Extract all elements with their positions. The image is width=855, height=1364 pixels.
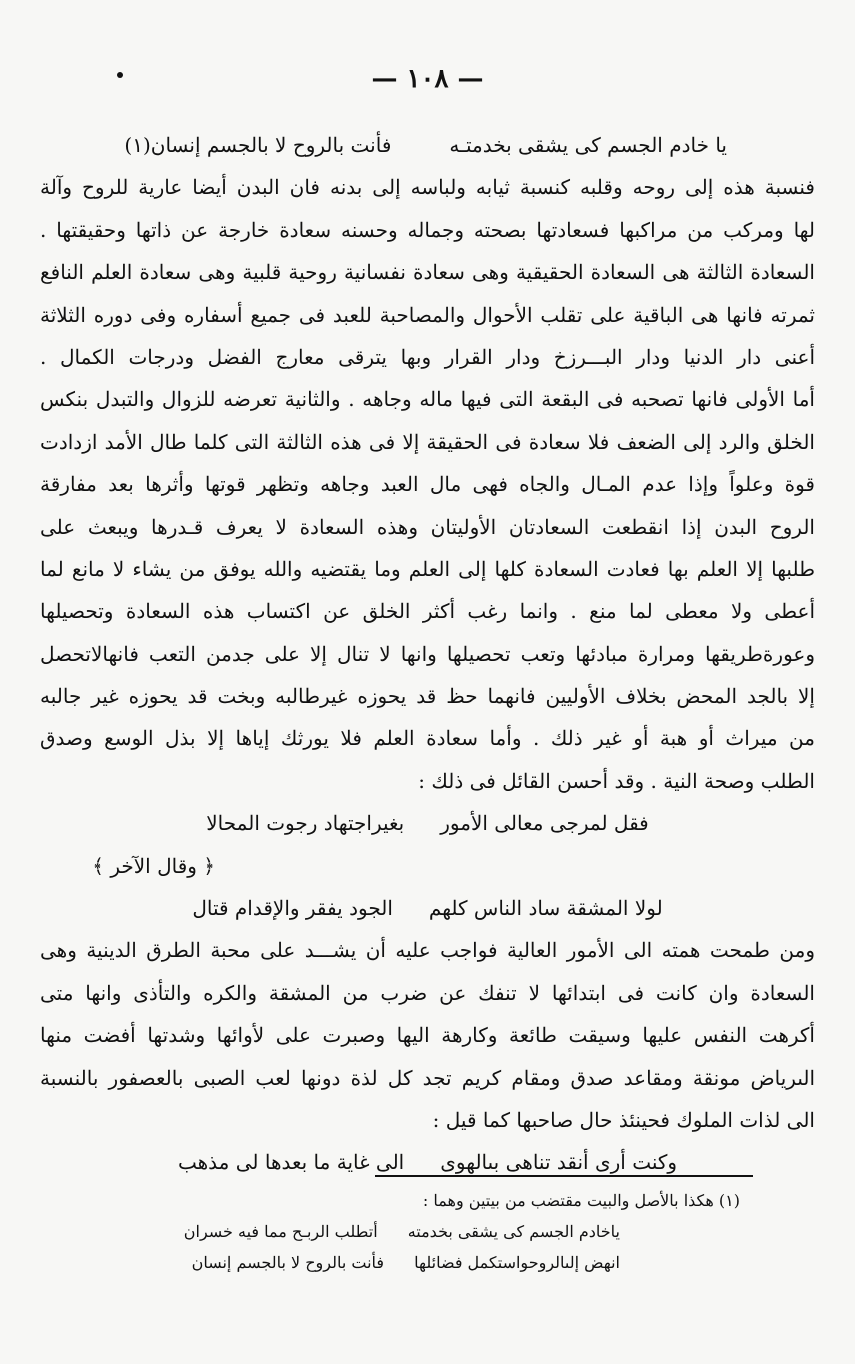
verse-1 xyxy=(40,802,815,844)
footnote-verse xyxy=(150,1247,740,1278)
footnote-intro: (١) هكذا بالأصل والبيت مقتضب من بيتين وهما : xyxy=(422,1191,740,1210)
verse-attribution: ﴿ وقال الآخر ﴾ xyxy=(92,853,215,878)
main-text xyxy=(40,124,815,1184)
text-line: ومن طمحت همته الى الأمور العالية فواجب عليه أن يشـــد على محبة الطرق الدينية وهى xyxy=(40,938,815,963)
text-line: من ميراث أو هبة أو غير ذلك . وأما سعادة العلم فلا يورثك إياها إلا بذل الوسع وصدق xyxy=(40,726,815,751)
verse-hemistich-first: لولا المشقة ساد الناس كلهم xyxy=(428,896,663,921)
verse-hemistich-first: انهض إلىالروحواستكمل فضائلها xyxy=(414,1253,620,1272)
verse-hemistich-second: فأنت بالروح لا بالجسم إنسان(١) xyxy=(124,133,392,157)
text-line: وعورةطريقها ومرارة مبادئها وتعب تحصيلها وانها لا تنال إلا على جدمن التعب فانهالاتحصل xyxy=(40,641,815,666)
verse-hemistich-first: وكنت أرى أنقد تناهى بىالهوى xyxy=(440,1150,678,1175)
verse-hemistich-second: فأنت بالروح لا بالجسم إنسان xyxy=(191,1253,385,1272)
footnote-verse xyxy=(150,1216,740,1247)
text-line: الخلق والرد إلى الضعف فلا سعادة فى الحقيقة إلا فى هذه الثالثة التى كلما طال الأمد ازدادت xyxy=(40,429,815,454)
text-line: إلا بالجد المحض بخلاف الأوليين فانهما حظ قد يحوزه غيرطالبه وبخت قد يحوزه غير جالبه xyxy=(40,684,815,709)
text-line: أعطى ولا معطى لما منع . وانما رغب أكثر الخلق عن اكتساب هذه السعادة وتحصيلها xyxy=(40,599,815,624)
text-line: لها ومركب من مراكبها فسعادتها بصحته وجماله وحسنه سعادة خارجة عن ذاتها وحقيقتها . xyxy=(40,217,815,242)
verse-hemistich-first: فقل لمرجى معالى الأمور xyxy=(440,811,649,836)
text-line: الىرياض مونقة ومقاعد صدق ومقام كريم تجد كل لذة دونها لعب الصبى بالعصفور بالنسبة xyxy=(40,1065,815,1090)
text-line: قوة وعلواً وإذا عدم المـال والجاه فهى مال العبد وجاهه وتظهر قوتها وأثرها بعد مفارقة xyxy=(40,472,815,497)
footnote-divider xyxy=(375,1175,753,1177)
text-line: أعنى دار الدنيا ودار البـــرزخ ودار القرار وبها يترقى معارج الفضل ودرجات الكمال . xyxy=(40,344,815,369)
text-line: السعادة الثالثة هى السعادة الحقيقية وهى سعادة نفسانية روحية قلبية وهى سعادة العلم النافع xyxy=(40,260,815,285)
verse-hemistich-first: يا خادم الجسم كى يشقى بخدمتـه xyxy=(449,133,727,157)
text-line: أما الأولى فانها تصحبه فى البقعة التى فيها ماله وجاهه . والثانية تعرضه للزوال والتبدل بنكس xyxy=(40,387,815,412)
page-number: — ١٠٨ — xyxy=(371,64,484,94)
opening-verse xyxy=(40,124,815,166)
verse-2 xyxy=(40,887,815,929)
verse-hemistich-second: بغيراجتهاد رجوت المحالا xyxy=(206,811,405,836)
text-line: طلبها إلا العلم بها فعادت السعادة كلها إلى العلم وما يقتضيه والله يوفق من يشاء لا مانع لما xyxy=(40,556,815,581)
text-line: الروح البدن إذا انقطعت السعادتان الأوليتان وهذه السعادة لا يعرف قـدرها ويبعث على xyxy=(40,514,815,539)
verse-hemistich-second: الى غاية ما بعدها لى مذهب xyxy=(177,1150,405,1175)
text-line: أكرهت النفس عليها وسيقت طائعة وكارهة اليها وصبرت على لأوائها وشدتها أفضت منها xyxy=(40,1023,815,1048)
verse-hemistich-second: أتطلب الربـح مما فيه خسران xyxy=(183,1222,378,1241)
footnote xyxy=(150,1186,740,1278)
text-line: فنسبة هذه إلى روحه وقلبه كنسبة ثيابه ولباسه إلى بدنه فان البدن أيضا عارية للروح وآلة xyxy=(40,175,815,200)
text-line: السعادة وان كانت فى ابتدائها لا تنفك عن ضرب من المشقة والكره والتأذى وانها متى xyxy=(40,980,815,1005)
text-line: ثمرته فانها هى الباقية على تقلب الأحوال والمصاحبة للعبد فى جميع أسفاره وفى دوره الثلاثة xyxy=(40,302,815,327)
verse-3 xyxy=(40,1141,815,1183)
text-line: الطلب وصحة النية . وقد أحسن القائل فى ذلك : xyxy=(418,768,815,793)
verse-hemistich-first: ياخادم الجسم كى يشقى بخدمته xyxy=(407,1222,620,1241)
verse-hemistich-second: الجود يفقر والإقدام قتال xyxy=(192,896,393,921)
text-line: الى لذات الملوك فحينئذ حال صاحبها كما قيل : xyxy=(432,1107,815,1132)
